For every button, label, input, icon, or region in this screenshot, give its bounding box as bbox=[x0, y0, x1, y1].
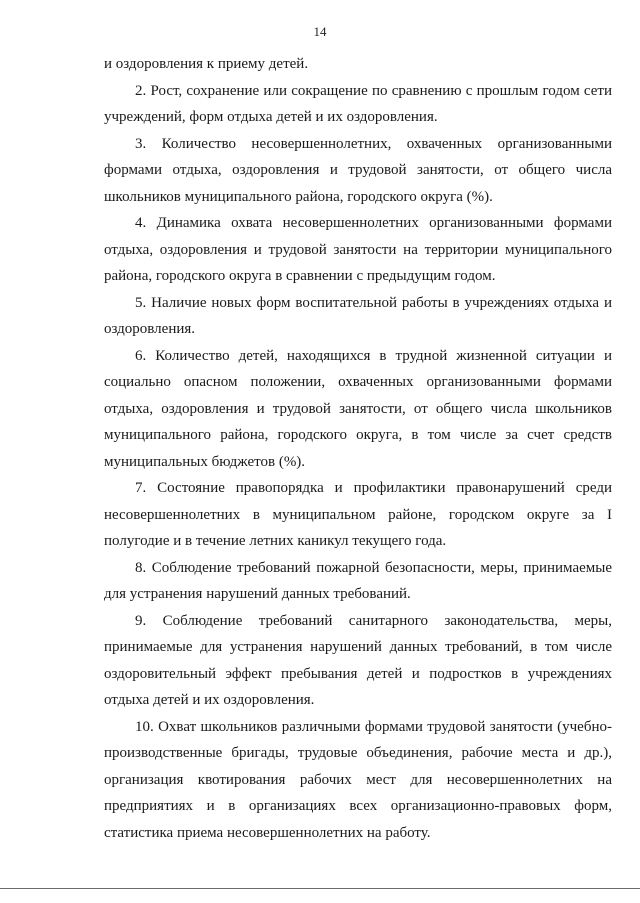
paragraph-item-3: 3. Количество несовершеннолетних, охваченных организованными формами отдыха, оздоровления и трудовой занятости, от общего числа школьников муниципального района, городского округа (%). bbox=[104, 135, 612, 205]
paragraph-item-8: 8. Соблюдение требований пожарной безопасности, меры, принимаемые для устранения нарушений данных требований. bbox=[104, 559, 612, 602]
paragraph-item-4: 4. Динамика охвата несовершеннолетних организованными формами отдыха, оздоровления и трудовой занятости на территории муниципального района, городского округа в сравнении с предыдущим годом. bbox=[104, 215, 612, 284]
page-number: 14 bbox=[313, 24, 327, 39]
paragraph-item-5: 5. Наличие новых форм воспитательной работы в учреждениях отдыха и оздоровления. bbox=[104, 294, 612, 337]
paragraph-item-10: 10. Охват школьников различными формами трудовой занятости (учебно-производственные бригады, трудовые объединения, рабочие места и др.), организация квотирования рабочих мест для несовершеннолетних на предприятиях и в организациях всех организационно-правовых форм, статистика приема несовершеннолетних на работу. bbox=[104, 718, 612, 841]
paragraph-item-2: 2. Рост, сохранение или сокращение по сравнению с прошлым годом сети учреждений, форм отдыха детей и их оздоровления. bbox=[104, 82, 612, 125]
scan-edge-line bbox=[0, 888, 640, 889]
paragraph-item-6: 6. Количество детей, находящихся в трудной жизненной ситуации и социально опасном положении, охваченных организованными формами отдыха, оздоровления и трудовой занятости, от общего числа школьников муниципального района, городского округа, в том числе за счет средств муниципальных бюджетов (%). bbox=[104, 347, 612, 470]
paragraph-item-9: 9. Соблюдение требований санитарного законодательства, меры, принимаемые для устранения нарушений данных требований, в том числе оздоровительный эффект пребывания детей и подростков в учреждениях отдыха детей и их оздоровления. bbox=[104, 612, 612, 708]
paragraph-continuation: и оздоровления к приему детей. bbox=[104, 56, 309, 72]
document-body bbox=[104, 51, 612, 846]
paragraph-item-7: 7. Состояние правопорядка и профилактики правонарушений среди несовершеннолетних в муниципальном районе, городском округе за I полугодие и в течение летних каникул текущего года. bbox=[104, 480, 612, 549]
